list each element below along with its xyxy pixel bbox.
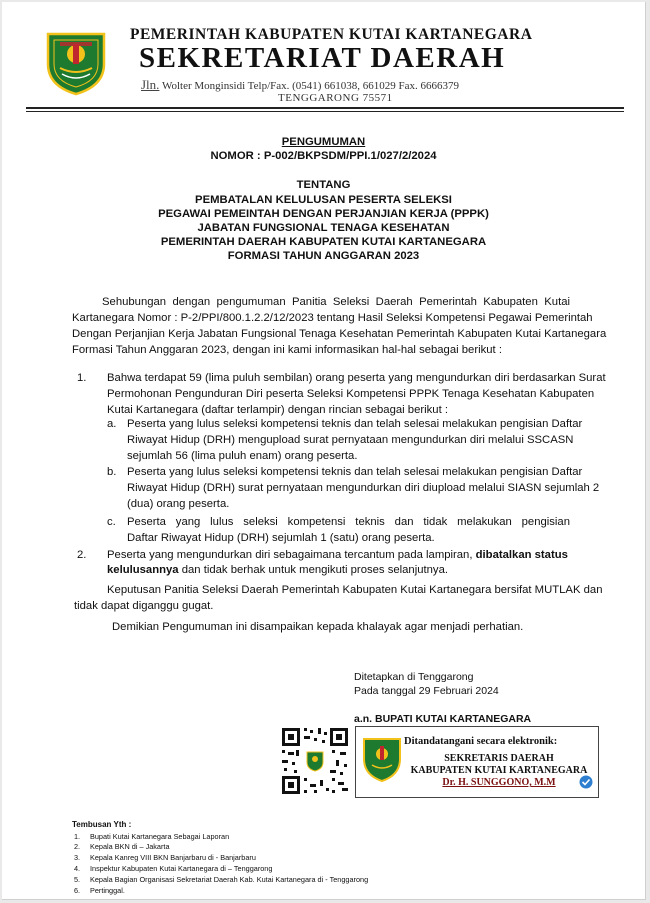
letterhead-divider (26, 107, 624, 109)
cc-number: 1. (74, 832, 81, 841)
item-number: 1. (77, 372, 87, 384)
subitem-letter: c. (107, 516, 116, 528)
cc-title: Tembusan Yth : (72, 820, 132, 829)
letterhead-divider-thin (26, 111, 624, 112)
esign-role: SEKRETARIS DAERAH (444, 753, 554, 764)
subject-line: FORMASI TAHUN ANGGARAN 2023 (227, 250, 420, 262)
esign-name: Dr. H. SUNGGONO, M.M (442, 777, 556, 788)
item-line (107, 547, 568, 563)
item2-bold: dibatalkan status (475, 549, 568, 561)
item2-text: Peserta yang mengundurkan diri sebagaimana tercantum pada lampiran, (107, 549, 473, 561)
address-prefix: Jln. (141, 77, 160, 92)
subitem-letter: a. (107, 418, 117, 430)
kutai-kartanegara-emblem-icon (360, 735, 404, 783)
address-text: Wolter Monginsidi Telp/Fax. (0541) 661038, 661029 Fax. 6666379 (161, 80, 459, 92)
cc-number: 2. (74, 842, 81, 851)
cc-number: 5. (74, 875, 81, 884)
subitem-line: Riwayat Hidup (DRH) surat pernyataan mengundurkan diri diupload melalui SIASN sejumlah 2 (127, 482, 600, 494)
item-line (107, 562, 448, 578)
cc-item: Kepala Kanreg VIII BKN Banjarbaru di - Banjarbaru (90, 853, 256, 862)
qr-code-icon (280, 726, 350, 796)
subject-about: TENTANG (296, 179, 351, 191)
subitem-line: Peserta yang lulus seleksi kompetensi teknis dan telah selesai melakukan pengisian Daftar (127, 466, 583, 478)
signature-place: Ditetapkan di Tenggarong (354, 671, 474, 683)
announcement-number: NOMOR : P-002/BKPSDM/PPI.1/027/2/2024 (210, 150, 437, 162)
cc-item: Bupati Kutai Kartanegara Sebagai Laporan (90, 832, 230, 841)
verified-badge-icon (579, 775, 593, 789)
subitem-letter: b. (107, 466, 117, 478)
subitem-line: Daftar Riwayat Hidup (DRH) sejumlah 1 (satu) orang peserta. (127, 532, 435, 544)
document-page (2, 2, 646, 900)
intro-line: Formasi Tahun Anggaran 2023, dengan ini kami informasikan hal-hal sebagai berikut : (72, 344, 502, 356)
intro-line: Sehubungan dengan pengumuman Panitia Seleksi Daerah Pemerintah Kabupaten Kutai (102, 296, 570, 308)
cc-item: Inspektur Kabupaten Kutai Kartanegara di – Tenggarong (90, 864, 273, 873)
subitem-line: Peserta yang lulus seleksi kompetensi teknis dan tidak melakukan pengisian (127, 516, 570, 528)
subject-line: PEMBATALAN KELULUSAN PESERTA SELEKSI (195, 194, 452, 206)
cc-item: Kepala BKN di – Jakarta (90, 842, 170, 851)
kutai-kartanegara-emblem-icon (40, 24, 112, 96)
signature-on-behalf: a.n. BUPATI KUTAI KARTANEGARA (354, 713, 532, 725)
government-name: PEMERINTAH KABUPATEN KUTAI KARTANEGARA (130, 26, 533, 43)
cc-number: 4. (74, 864, 81, 873)
item2-text: dan tidak berhak untuk mengikuti proses selanjutnya. (181, 564, 448, 576)
subitem-line: Riwayat Hidup (DRH) mengupload surat pernyataan mengundurkan diri melalui SSCASN (127, 434, 574, 446)
subject-line: PEMERINTAH DAERAH KABUPATEN KUTAI KARTANEGARA (160, 236, 487, 248)
cc-number: 6. (74, 886, 81, 895)
subject-line: PEGAWAI PEMEINTAH DENGAN PERJANJIAN KERJA (PPPK) (158, 208, 489, 220)
office-name: SEKRETARIAT DAERAH (139, 42, 506, 74)
subitem-line: sejumlah 56 (lima puluh enam) orang peserta. (127, 450, 358, 462)
intro-line: Dengan Perjanjian Kerja Jabatan Fungsional Tenaga Kesehatan Pemerintah Kabupaten Kutai Kartanegara (72, 328, 607, 340)
cc-item: Kepala Bagian Organisasi Sekretariat Daerah Kab. Kutai Kartanegara di - Tenggarong (90, 875, 369, 884)
cc-number: 3. (74, 853, 81, 862)
esign-title: Ditandatangani secara elektronik: (404, 736, 558, 747)
item-line: Kutai Kartanegara (daftar terlampir) dengan rincian sebagai berikut : (107, 404, 448, 416)
subject-line: JABATAN FUNGSIONAL TENAGA KESEHATAN (197, 222, 450, 234)
item-number: 2. (77, 549, 87, 561)
intro-line: Kartanegara Nomor : P-2/PPI/800.1.2.2/12/2023 tentang Hasil Seleksi Kompetensi Pegawai Pemerintah (72, 312, 593, 324)
item2-bold: kelulusannya (107, 564, 179, 576)
office-city: TENGGARONG 75571 (278, 92, 393, 104)
item-line: Permohonan Pengunduran Diri peserta Seleksi Kompetensi PPPK Tenaga Kesehatan Kabupaten (107, 388, 595, 400)
subitem-line: Peserta yang lulus seleksi kompetensi teknis dan telah selesai melakukan pengisian Daftar (127, 418, 583, 430)
subitem-line: (dua) orang peserta. (127, 498, 230, 510)
announcement-label: PENGUMUMAN (281, 136, 366, 148)
closing-line: Demikian Pengumuman ini disampaikan kepada khalayak agar menjadi perhatian. (112, 621, 524, 633)
signature-date: Pada tanggal 29 Februari 2024 (354, 685, 499, 697)
item-line: Bahwa terdapat 59 (lima puluh sembilan) orang peserta yang mengundurkan diri berdasarkan Surat (107, 372, 606, 384)
office-address (141, 77, 459, 93)
cc-item: Pertinggal. (90, 886, 125, 895)
decision-line: tidak dapat diganggu gugat. (74, 600, 214, 612)
decision-line: Keputusan Panitia Seleksi Daerah Pemerintah Kabupaten Kutai Kartanegara bersifat MUTLAK dan (107, 584, 603, 596)
esign-role: KABUPATEN KUTAI KARTANEGARA (410, 765, 588, 776)
e-signature-box (355, 726, 599, 798)
